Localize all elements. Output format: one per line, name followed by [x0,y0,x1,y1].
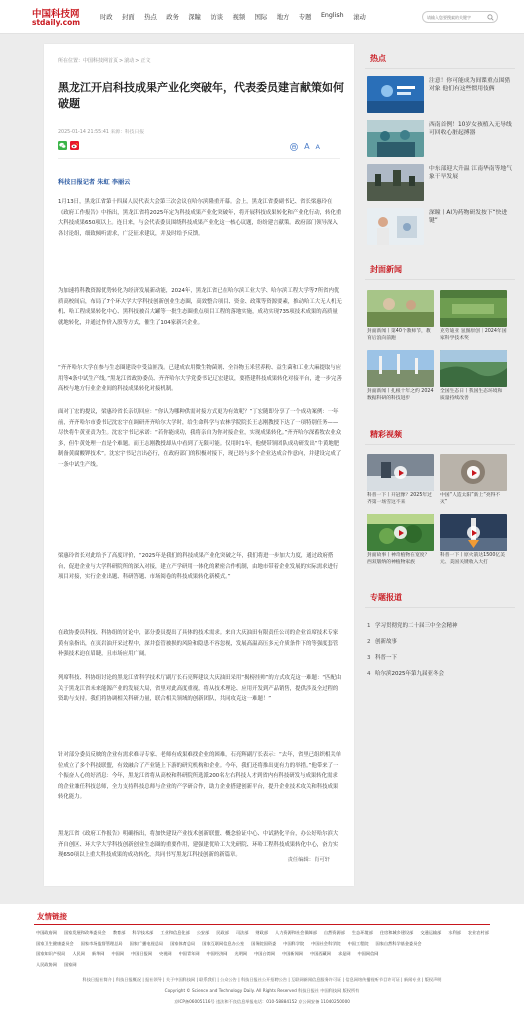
friend-link[interactable]: 国家广播电视总局 [129,940,164,946]
paragraph: “齐齐哈尔大学在参与生态圈建设中受益匪浅。已建成农用微生物菌剂、全谷物玉米营养粉、益生菌和工业大麻提取与应用等4条中试生产线。”黑龙江省政协委员、齐齐哈尔大学党委书记辽宏建议，要搭建科技成果转化对接平台，进一步完善高校与地方行业企业间的科技成果转化对接机制。 [58,365,342,393]
paragraph: 列席科技、科协组讨论的黑龙江省科学技术厅副厅长石亮辉建议大庆油田采用“揭榜挂帅”的方式攻克这一难题：“匹配由关于黑龙江省未来能源产业的发展大局，省里对此高度重视，将从技术理论、应用开发到产品销售，提供涉及全过程的资助与支持。我们将协调相关科研力量，联合相关领域的创新团队，共同攻克这一难题！” [58,675,342,703]
cover-news-title[interactable]: 封面新闻丨第40个教师节，教育后浪向前跑 [367,329,431,341]
thumbnail-image [440,350,507,387]
divider [365,444,515,445]
friend-link[interactable]: 公安部 [196,930,210,936]
friend-link[interactable]: 中国经济网 [206,951,228,957]
thumbnail-image [367,76,424,113]
video-item[interactable] [367,514,434,574]
nav-item-hot[interactable]: 热点 [144,14,157,21]
divider [58,158,340,159]
thumbnail-image [367,350,434,387]
link-row [36,928,492,939]
divider [365,607,515,608]
cover-news-item[interactable] [367,350,434,410]
wechat-share-icon[interactable] [58,141,67,150]
logo-chinese: 中国科技网 [32,9,80,20]
friend-link[interactable]: 中国网 [111,951,125,957]
nav-item-video[interactable]: 视频 [232,14,246,21]
share-bar [58,141,82,150]
friend-link[interactable]: 中国西藏网 [309,951,331,957]
search-icon[interactable] [487,14,494,21]
topic-label[interactable]: 创新故事 [375,639,398,645]
breadcrumb-separator: > [135,58,140,64]
friend-link[interactable]: 国务院国资委 [251,940,277,946]
hot-news-title[interactable]: 深瞳丨AI为药物研发按下“快进键” [429,210,508,225]
topic-item[interactable] [367,621,458,629]
friend-link[interactable]: 中国青年网 [178,951,200,957]
hot-news-item[interactable] [367,208,515,248]
hot-news-title[interactable]: 西南首例！10岁女孩植入无导线可回收心脏起搏器 [429,122,512,137]
search-box [422,11,498,23]
topic-number: 2 [367,639,371,645]
video-item[interactable] [440,514,507,574]
weibo-share-icon[interactable] [70,141,79,150]
video-section-title: 精彩视频 [370,430,402,439]
friend-link[interactable]: 中国日报网 [131,951,153,957]
topic-item[interactable] [367,653,397,661]
font-size-large-button[interactable]: A [304,142,310,151]
nav-item-deep[interactable]: 深瞳 [188,14,201,21]
friend-link[interactable]: 工业和信息化部 [160,930,190,936]
nav-item-cover[interactable]: 封面 [122,14,135,21]
video-title[interactable]: 封面故事丨神奇植物在宽度？西双版纳的神植物家族 [367,553,430,565]
cover-news-item[interactable] [367,290,434,350]
article-meta: 2025-01-14 21:55:41 来源：科技日报 [58,130,145,135]
article-panel [44,44,354,886]
thumbnail-image [440,290,507,327]
cover-news-title[interactable]: 封面新闻丨扎根十年之约 2024数据科研的科技进步 [367,389,434,401]
friend-link[interactable]: 国家体育总局 [170,940,196,946]
hot-news-item[interactable] [367,120,515,160]
nav-item-english[interactable]: English [320,12,344,19]
friend-link[interactable]: 新华网 [91,951,105,957]
friend-link[interactable]: 中国科学院 [283,940,305,946]
friend-link[interactable]: 中国社会科学院 [311,940,341,946]
article-byline: 科技日报记者 朱虹 李丽云 [58,179,131,186]
friend-link[interactable]: 中国网信网 [357,951,379,957]
friend-link[interactable]: 司法部 [235,930,249,936]
nav-item-local[interactable]: 地方 [276,14,290,21]
paragraph: 1月13日，黑龙江省第十四届人民代表大会第三次会议在哈尔滨隆重开幕。会上，黑龙江省委副书记、省长梁惠玲在《政府工作报告》中指出，黑龙江省将2025年定为科技成果产业化突破年，将开展科技成果转化和产业化行动，转化重大科技成果650项以上。连日来，与会代表委员围绕科技成果产业化这一核心议题，纷纷建言献策。政府部门领导深入各讨论组，细致倾听需求，广泛征求建议，并及时给予反馈。 [58,199,342,237]
main-nav [100,12,375,21]
friend-link[interactable]: 国家知识产权局 [36,951,66,957]
topic-item[interactable] [367,669,444,677]
copyright-text: Copyright © Science and Technology Daily. All Rights Reserved 科技日报社 中国科技网 版权所有 [164,988,360,993]
friend-link[interactable]: 民政部 [216,930,229,936]
video-title[interactable]: 科普一下丨开冠像？2025年过齐第一场雪这不来 [367,493,432,505]
topic-section-title: 专题报道 [370,593,402,602]
paragraph: 面对丁宏的提议，梁惠玲省长亲切回应：“你认为哪种供需对接方式更为有效呢？”丁宏随即分享了一个成功案例：一年前，齐齐哈尔市委书记沈宏宇在调研齐齐哈尔大学时，给生命科学与农林学院院长王志刚教授下达了一项特别任务——尽快将牛黄亚责为生。沈宏宇书记承诺：“若你能成功，我将亲自为你对接企业，实现成果转化。”齐齐哈尔深蓄牧农业众多，但牛黄处理一直是个难题。而王志刚教授却从中看到了无限可能。仅用时1年，他便带领团队成功研发出“牛黄地肥制备黄腐酸钾技术”。沈宏宇书记言出必行，在政府部门的积极对接下，现已经与多个企业达成合作意向，并建设完成了一条中试生产线。 [58,409,342,468]
paragraph: 针对部分委员反映的企业有需求难寻专家、老师有成果难找企业的困难，石亮辉副厅长表示：“去年，省里已组织相关单位成立了多个科技联盟，有效融合了产业链上下游的研究机构和企业。今年，我们还将推出更有力的举措。”他带来了一个振奋人心的好消息：今年，黑龙江省将从高校和科研院所选派200名左右科技人才到省内有科技研发与成果转化需求的企业兼任科技总师，全力支持科技总师与企业的产学研合作，助力企业搭建创新平台，提升企业技术攻关和科技成果转化能力。 [58,752,342,801]
hot-news-title[interactable]: 注意！你可能成为间谍重点围猎对象 他们有这些惯用伎俩 [429,78,511,93]
topic-number: 4 [367,671,371,677]
paragraph: 在政协委员科技、科协组的讨论中，部分委员提出了具体的技术需求。来自大庆油田有限责任公司的企业首席技术专家黄有泉指出，在页岩油开采过程中，深井套管被损的风险和隐患不容忽视，发展高温高压多元介质条件下的等强度套管补强技术迫在眉睫，且市场应用广阔。 [58,630,339,658]
print-icon[interactable] [290,143,298,151]
friend-link[interactable]: 生态环境部 [351,930,373,936]
friend-link[interactable]: 中国工程院 [347,940,369,946]
breadcrumb-current: 正文 [140,58,151,64]
font-size-small-button[interactable]: A [315,142,320,151]
article-tools [290,142,326,151]
cover-news-item[interactable] [440,350,507,410]
hot-section-title: 热点 [370,54,386,63]
friend-link[interactable]: 中国政府网 [36,930,57,936]
friend-link[interactable]: 住房和城乡建设部 [379,930,414,936]
video-title[interactable]: 中国“人造太阳”新上“亮得不灭” [440,493,501,505]
divider [34,924,490,925]
topic-number: 3 [367,655,371,661]
friend-link[interactable]: 国家自然科学基金委员会 [375,940,422,946]
friend-link[interactable]: 光明网 [234,951,248,957]
hot-news-item[interactable] [367,164,515,204]
friend-link[interactable]: 中国新闻网 [282,951,303,957]
friend-link[interactable]: 科学技术部 [132,930,154,936]
thumbnail-image [367,208,424,245]
paragraph: 为加速将科教资源优势转化为经济发展新动能，2024年，黑龙江省已在哈尔滨工业大学、哈尔滨工程大学等7所省内优质高校间启，布局了7个环大学大学科技创新创业生态圈，高效整合项目、资金、政策等资源要素，推动哈工大无人机无机、哈工程成果转化中心、黑科技被召大罐等一批生态圈重点项目工程的落地实施，成功实现735项技术成果的高质量就地转化，并通过作价入股等方式，催生了104家新兴企业。 [58,288,342,326]
search-input[interactable] [425,13,485,22]
friend-link[interactable]: 中国台湾网 [254,951,276,957]
nav-item-government[interactable]: 政务 [166,14,179,21]
friend-link[interactable]: 国家互联网信息办公室 [202,940,245,946]
friend-link[interactable]: 求是网 [337,951,351,957]
hot-news-title[interactable]: 中东部迎大升温 江南华南等地气象干旱发展 [429,166,512,181]
breadcrumb-rolling[interactable]: 滚动 [124,58,135,64]
friend-link[interactable]: 财政部 [255,930,269,936]
cover-section-title: 封面新闻 [370,265,402,274]
thumbnail-image [367,290,434,327]
friend-link[interactable]: 人民网 [72,951,85,957]
topic-label[interactable]: 学习贯彻党的二十届三中全会精神 [375,623,458,629]
divider [365,279,515,280]
topic-label[interactable]: 科普一下 [375,655,398,661]
hot-news-item[interactable] [367,76,515,116]
friend-link[interactable]: 央视网 [159,951,172,957]
divider [365,68,515,69]
play-icon[interactable] [394,466,407,479]
friend-link[interactable]: 水利部 [448,930,461,936]
friend-link[interactable]: 农业农村部 [467,930,489,936]
play-icon[interactable] [467,466,480,479]
breadcrumb-label: 所在位置： [58,58,84,64]
cover-news-item[interactable] [440,290,507,350]
friend-link[interactable]: 国家市场监督管理总局 [80,940,123,946]
friend-links-title: 友情链接 [37,912,67,921]
friend-link[interactable]: 人民政协网 [36,961,57,967]
nav-item-topics[interactable]: 专题 [298,14,312,21]
play-icon[interactable] [394,526,407,539]
cover-news-title[interactable]: 克劳迪亚 氢图原创｜2024年国家科学技术奖 [440,329,507,341]
friend-link[interactable]: 交通运输部 [420,930,442,936]
icp-record: 京ICP备06005116号 违法和不良信息举报电话：010-58884152 京公网安备 11040250000 [174,999,350,1004]
paragraph: 黑龙江省《政府工作报告》明确指出，将加快建设产业技术创新联盟、概念验证中心、中试熟化平台，办公好哈尔滨大齐自创区、环大学大学科技创新创业生态圈的重要作用，建强建优哈工大先研院、环哈工程科技成果转化中心，奋力实现650项以上重大科技成果的成功转化，共同书写黑龙江科技创新的新篇章。 [58,831,339,859]
nav-item-interview[interactable]: 访谈 [210,14,224,21]
thumbnail-image [367,164,424,201]
nav-item-politics[interactable]: 时政 [100,14,113,21]
breadcrumb [58,57,150,64]
paragraph: 梁惠玲省长对此给予了高度评价，“2025年是我们的科技成果产业化突破之年，我们将进一步加大力度，通过政府搭台，促进企业与大学科研院所的深入对接，建立产学研用一体化的紧密合作机制，由地市带着企业发展的实际需求进行项目对接，实行企业出题、科研答题、市场阅卷的科技成果转化新模式。” [58,553,339,581]
link-row [36,939,492,950]
link-row [36,949,492,960]
nav-item-international[interactable]: 国际 [254,14,268,21]
video-item[interactable] [440,454,507,514]
topic-label[interactable]: 哈尔滨2025年第九届亚冬会 [375,671,444,677]
play-icon[interactable] [467,526,480,539]
video-item[interactable] [367,454,434,514]
topic-item[interactable] [367,637,397,645]
top-header [0,0,524,34]
footer-info-links[interactable]: 科技日报社简介 | 科技日报概况 | 报社领导 | 关于中国科技网 | 联系我们 | 公众公告 | 科技日报社公开招聘公告 | 互联网新闻信息服务许可证 | 信息网络传播视听节目许可证 | 新闻专业 | 版权声明 [82,977,442,982]
cover-news-title[interactable]: 全国生态日丨我国生态环境和质量持续改善 [440,389,503,401]
friend-link[interactable]: 自然资源部 [323,930,345,936]
thumbnail-image [367,120,424,157]
responsible-editor: 责任编辑：肖可轩 [287,857,330,863]
breadcrumb-home[interactable]: 中国科技网首页 [83,58,119,64]
nav-item-rolling[interactable]: 滚动 [353,14,366,21]
video-title[interactable]: 科普一下丨原火箭达1500亿美元、美国关键收入大打 [440,553,505,565]
article-title: 黑龙江开启科技成果产业化突破年，代表委员建言献策如何破题 [58,81,344,110]
friend-link[interactable]: 人力资源和社会保障部 [275,930,317,936]
site-logo[interactable] [32,6,94,28]
topic-number: 1 [367,623,371,629]
friend-link[interactable]: 国家网 [63,961,77,967]
friend-link[interactable]: 国家卫生健康委员会 [36,940,74,946]
friend-link[interactable]: 国家发展和改革委员会 [63,930,106,936]
link-row [36,960,492,971]
footer [0,904,524,1014]
friend-link[interactable]: 教育部 [112,930,126,936]
friend-links [36,928,492,970]
breadcrumb-separator: > [119,58,124,64]
logo-english: stdaily.com [32,18,81,27]
